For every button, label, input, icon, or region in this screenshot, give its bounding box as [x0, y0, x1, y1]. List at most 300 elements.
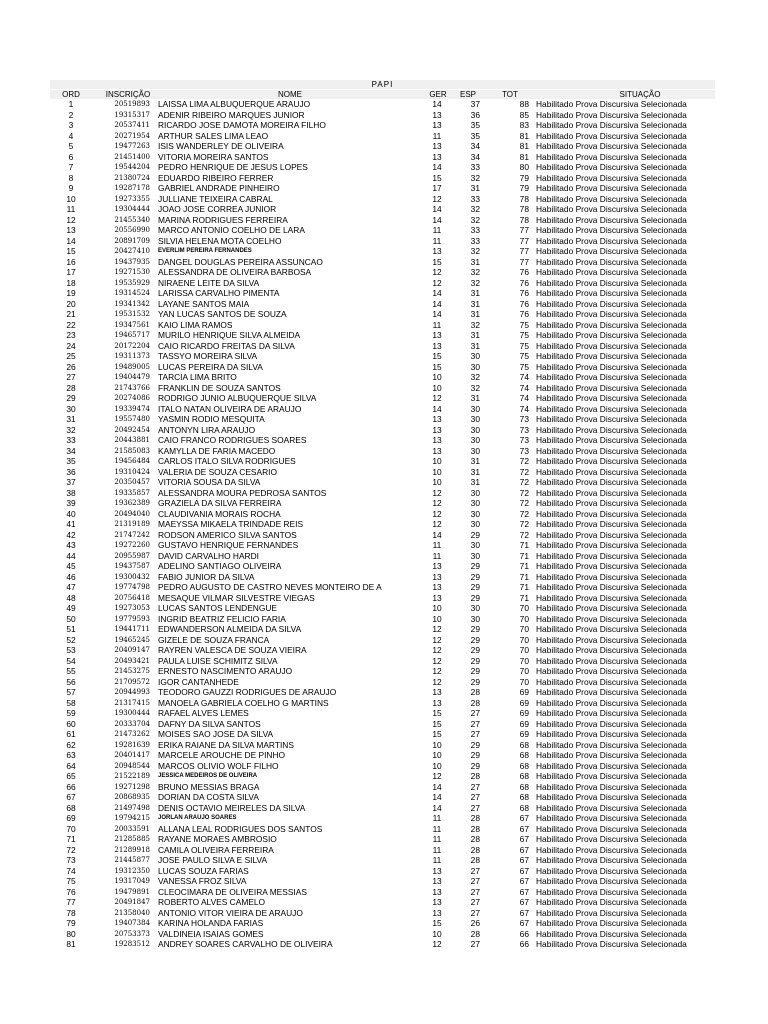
cell-nome: EDUARDO RIBEIRO FERRER	[158, 172, 274, 183]
cell-situacao: Habilitado Prova Discursiva Selecionada	[536, 897, 687, 907]
cell-inscricao: 19794215	[114, 814, 150, 822]
cell-ger: 14	[432, 309, 442, 319]
cell-inscricao: 20274086	[114, 394, 150, 402]
cell-ger: 10	[432, 928, 442, 939]
cell-esp: 37	[470, 99, 480, 109]
cell-situacao: Habilitado Prova Discursiva Selecionada	[536, 99, 687, 109]
cell-situacao: Habilitado Prova Discursiva Selecionada	[536, 435, 687, 445]
header-inscricao: INSCRIÇÃO	[105, 90, 151, 99]
cell-ger: 10	[432, 739, 442, 750]
cell-situacao: Habilitado Prova Discursiva Selecionada	[536, 865, 687, 876]
table-row	[50, 719, 715, 730]
cell-nome: TARCIA LIMA BRITO	[158, 372, 237, 382]
cell-situacao: Habilitado Prova Discursiva Selecionada	[536, 120, 687, 130]
cell-esp: 27	[470, 718, 480, 729]
cell-esp: 29	[470, 655, 480, 666]
cell-esp: 29	[470, 582, 480, 592]
cell-inscricao: 21497498	[114, 803, 150, 812]
cell-ger: 14	[432, 781, 442, 792]
cell-esp: 27	[470, 792, 480, 802]
cell-nome: SILVIA HELENA MOTA COELHO	[158, 235, 282, 246]
cell-nome: LUCAS SANTOS LENDENGUE	[158, 603, 277, 613]
cell-esp: 32	[470, 214, 480, 225]
cell-inscricao: 19271298	[114, 782, 150, 791]
cell-nome: EVERLIM PEREIRA FERNANDES	[158, 248, 252, 254]
cell-ord: 43	[66, 540, 76, 550]
cell-esp: 31	[470, 183, 480, 193]
cell-ord: 22	[66, 319, 76, 330]
cell-ger: 10	[432, 603, 442, 613]
cell-tot: 77	[519, 225, 529, 235]
cell-ord: 4	[68, 130, 74, 141]
cell-inscricao: 19479891	[114, 887, 150, 896]
cell-situacao: Habilitado Prova Discursiva Selecionada	[536, 330, 687, 340]
cell-situacao: Habilitado Prova Discursiva Selecionada	[536, 393, 687, 403]
cell-nome: VALERIA DE SOUZA CESARIO	[158, 466, 277, 477]
cell-esp: 30	[470, 498, 480, 508]
cell-ord: 75	[66, 876, 76, 886]
cell-ger: 11	[432, 823, 442, 834]
cell-nome: PEDRO AUGUSTO DE CASTRO NEVES MONTEIRO DE A	[158, 582, 382, 592]
cell-ord: 62	[66, 739, 76, 750]
cell-ord: 74	[66, 865, 76, 876]
cell-ger: 11	[432, 235, 442, 246]
cell-ord: 63	[66, 750, 76, 760]
cell-tot: 76	[519, 298, 529, 309]
cell-tot: 74	[519, 372, 529, 382]
cell-tot: 68	[519, 750, 529, 760]
cell-nome: MAEYSSA MIKAELA TRINDADE REIS	[158, 519, 304, 529]
cell-esp: 31	[470, 288, 480, 298]
table-row	[50, 803, 715, 814]
cell-nome: KARINA HOLANDA FARIAS	[158, 918, 264, 928]
cell-situacao: Habilitado Prova Discursiva Selecionada	[536, 750, 687, 760]
table-row	[50, 320, 715, 331]
cell-tot: 71	[519, 592, 529, 603]
cell-inscricao: 19544204	[114, 163, 150, 171]
cell-situacao: Habilitado Prova Discursiva Selecionada	[536, 319, 687, 330]
cell-situacao: Habilitado Prova Discursiva Selecionada	[536, 456, 687, 466]
cell-tot: 68	[519, 739, 529, 750]
cell-nome: FABIO JUNIOR DA SILVA	[158, 571, 255, 582]
table-row	[50, 99, 715, 110]
table-row	[50, 698, 715, 709]
cell-esp: 29	[470, 676, 480, 687]
cell-ord: 55	[66, 666, 76, 676]
cell-ord: 67	[66, 792, 76, 802]
cell-situacao: Habilitado Prova Discursiva Selecionada	[536, 372, 687, 382]
cell-esp: 30	[470, 424, 480, 435]
cell-ger: 12	[432, 267, 442, 277]
header-ord: ORD	[62, 90, 80, 99]
cell-inscricao: 19437935	[114, 257, 150, 266]
cell-esp: 28	[470, 928, 480, 939]
cell-situacao: Habilitado Prova Discursiva Selecionada	[536, 550, 687, 561]
cell-ger: 10	[432, 477, 442, 487]
cell-esp: 27	[470, 802, 480, 813]
cell-nome: JESSICA MEDEIROS DE OLIVEIRA	[158, 773, 258, 779]
cell-esp: 31	[470, 256, 480, 267]
cell-nome: GRAZIELA DA SILVA FERREIRA	[158, 498, 282, 508]
cell-situacao: Habilitado Prova Discursiva Selecionada	[536, 729, 687, 739]
cell-situacao: Habilitado Prova Discursiva Selecionada	[536, 267, 687, 277]
cell-esp: 29	[470, 592, 480, 603]
cell-tot: 73	[519, 435, 529, 445]
cell-ger: 11	[432, 319, 442, 330]
cell-esp: 28	[470, 844, 480, 855]
cell-ord: 79	[66, 918, 76, 928]
cell-nome: RAYREN VALESCA DE SOUZA VIEIRA	[158, 645, 307, 655]
cell-nome: DAVID CARVALHO HARDI	[158, 550, 259, 561]
cell-situacao: Habilitado Prova Discursiva Selecionada	[536, 519, 687, 529]
cell-nome: LUCAS PEREIRA DA SILVA	[158, 361, 263, 372]
cell-ord: 7	[68, 162, 74, 172]
cell-ord: 17	[66, 267, 76, 277]
cell-nome: ANTONYN LIRA ARAUJO	[158, 424, 256, 435]
cell-ord: 48	[66, 592, 76, 603]
cell-esp: 31	[470, 330, 480, 340]
cell-ord: 37	[66, 477, 76, 487]
cell-ord: 78	[66, 907, 76, 918]
cell-situacao: Habilitado Prova Discursiva Selecionada	[536, 130, 687, 141]
table-row	[50, 729, 715, 740]
cell-esp: 29	[470, 624, 480, 634]
cell-inscricao: 19300432	[114, 572, 150, 581]
cell-tot: 69	[519, 718, 529, 729]
cell-esp: 33	[470, 235, 480, 246]
table-row	[50, 194, 715, 205]
cell-nome: ADENIR RIBEIRO MARQUES JUNIOR	[158, 109, 305, 120]
cell-nome: DAFNY DA SILVA SANTOS	[158, 718, 261, 729]
cell-ord: 1	[68, 99, 74, 109]
cell-ord: 53	[66, 645, 76, 655]
cell-inscricao: 19341342	[114, 299, 150, 308]
cell-ger: 12	[432, 655, 442, 666]
cell-tot: 70	[519, 624, 529, 634]
cell-situacao: Habilitado Prova Discursiva Selecionada	[536, 414, 687, 424]
cell-inscricao: 21709572	[114, 677, 150, 686]
cell-inscricao: 20172204	[114, 341, 150, 350]
cell-ger: 11	[432, 834, 442, 844]
cell-esp: 30	[470, 603, 480, 613]
cell-esp: 32	[470, 372, 480, 382]
header-tot: TOT	[502, 90, 518, 99]
cell-ord: 27	[66, 372, 76, 382]
cell-ord: 21	[66, 309, 76, 319]
cell-nome: JULLIANE TEIXEIRA CABRAL	[158, 193, 273, 204]
cell-ord: 18	[66, 277, 76, 288]
cell-ger: 12	[432, 193, 442, 204]
cell-esp: 30	[470, 445, 480, 456]
cell-inscricao: 20033591	[114, 824, 150, 833]
table-row	[50, 467, 715, 478]
cell-situacao: Habilitado Prova Discursiva Selecionada	[536, 529, 687, 540]
cell-situacao: Habilitado Prova Discursiva Selecionada	[536, 498, 687, 508]
cell-tot: 79	[519, 183, 529, 193]
cell-situacao: Habilitado Prova Discursiva Selecionada	[536, 792, 687, 802]
cell-tot: 74	[519, 403, 529, 414]
cell-nome: JORLAN ARAUJO SOARES	[158, 815, 237, 821]
cell-tot: 81	[519, 141, 529, 151]
cell-tot: 81	[519, 151, 529, 162]
cell-ord: 24	[66, 340, 76, 351]
cell-nome: CAMILA OLIVEIRA FERREIRA	[158, 844, 274, 855]
cell-esp: 33	[470, 193, 480, 204]
cell-esp: 30	[470, 361, 480, 372]
cell-inscricao: 20556990	[114, 226, 150, 234]
cell-esp: 33	[470, 162, 480, 172]
cell-ord: 32	[66, 424, 76, 435]
cell-nome: ISIS WANDERLEY DE OLIVEIRA	[158, 141, 284, 151]
cell-ord: 36	[66, 466, 76, 477]
cell-esp: 30	[470, 414, 480, 424]
cell-tot: 71	[519, 540, 529, 550]
cell-tot: 85	[519, 109, 529, 120]
cell-nome: ARTHUR SALES LIMA LEAO	[158, 130, 269, 141]
cell-tot: 72	[519, 456, 529, 466]
table-row	[50, 813, 715, 824]
cell-ord: 56	[66, 676, 76, 687]
cell-tot: 69	[519, 697, 529, 708]
cell-inscricao: 19273053	[114, 604, 150, 612]
cell-esp: 31	[470, 298, 480, 309]
cell-inscricao: 19272260	[114, 541, 150, 549]
cell-inscricao: 19362389	[114, 499, 150, 507]
table-row	[50, 141, 715, 152]
table-row	[50, 488, 715, 499]
cell-nome: ROBERTO ALVES CAMELO	[158, 897, 266, 907]
cell-situacao: Habilitado Prova Discursiva Selecionada	[536, 834, 687, 844]
table-row	[50, 446, 715, 457]
cell-ord: 52	[66, 634, 76, 645]
cell-nome: DANGEL DOUGLAS PEREIRA ASSUNCAO	[158, 256, 323, 267]
cell-nome: TEODORO GAUZZI RODRIGUES DE ARAUJO	[158, 687, 337, 697]
table-row	[50, 456, 715, 467]
cell-esp: 30	[470, 550, 480, 561]
table-row	[50, 435, 715, 446]
cell-esp: 29	[470, 645, 480, 655]
cell-tot: 70	[519, 666, 529, 676]
cell-situacao: Habilitado Prova Discursiva Selecionada	[536, 939, 687, 949]
table-row	[50, 204, 715, 215]
cell-situacao: Habilitado Prova Discursiva Selecionada	[536, 183, 687, 193]
cell-nome: JOSE PAULO SILVA E SILVA	[158, 855, 268, 865]
cell-inscricao: 20756418	[114, 593, 150, 602]
cell-ord: 30	[66, 403, 76, 414]
cell-ord: 8	[68, 172, 74, 183]
cell-ger: 12	[432, 771, 442, 781]
cell-ger: 11	[432, 550, 442, 561]
cell-inscricao: 19407384	[114, 919, 150, 927]
cell-ger: 13	[432, 687, 442, 697]
header-nome: NOME	[278, 90, 302, 99]
table-row	[50, 362, 715, 373]
cell-tot: 76	[519, 309, 529, 319]
cell-tot: 72	[519, 498, 529, 508]
cell-nome: VITORIA MOREIRA SANTOS	[158, 151, 269, 162]
cell-ger: 13	[432, 865, 442, 876]
cell-ord: 13	[66, 225, 76, 235]
cell-ord: 12	[66, 214, 76, 225]
table-row	[50, 183, 715, 194]
cell-inscricao: 20944993	[114, 688, 150, 696]
cell-nome: GUSTAVO HENRIQUE FERNANDES	[158, 540, 299, 550]
cell-ger: 13	[432, 435, 442, 445]
cell-esp: 27	[470, 865, 480, 876]
cell-esp: 30	[470, 540, 480, 550]
cell-situacao: Habilitado Prova Discursiva Selecionada	[536, 214, 687, 225]
table-row	[50, 708, 715, 719]
cell-situacao: Habilitado Prova Discursiva Selecionada	[536, 382, 687, 393]
cell-nome: ALESSANDRA DE OLIVEIRA BARBOSA	[158, 267, 312, 277]
cell-situacao: Habilitado Prova Discursiva Selecionada	[536, 592, 687, 603]
cell-nome: GABRIEL ANDRADE PINHEIRO	[158, 183, 280, 193]
cell-esp: 30	[470, 435, 480, 445]
cell-situacao: Habilitado Prova Discursiva Selecionada	[536, 277, 687, 288]
cell-tot: 70	[519, 676, 529, 687]
cell-situacao: Habilitado Prova Discursiva Selecionada	[536, 141, 687, 151]
cell-inscricao: 19314524	[114, 289, 150, 297]
cell-ger: 12	[432, 634, 442, 645]
table-row	[50, 929, 715, 940]
cell-nome: PAULA LUISE SCHIMITZ SILVA	[158, 655, 278, 666]
cell-ger: 11	[432, 813, 442, 823]
cell-inscricao: 19283512	[114, 940, 150, 948]
cell-situacao: Habilitado Prova Discursiva Selecionada	[536, 151, 687, 162]
table-row	[50, 414, 715, 425]
cell-tot: 74	[519, 382, 529, 393]
cell-ger: 13	[432, 424, 442, 435]
cell-esp: 29	[470, 529, 480, 540]
cell-situacao: Habilitado Prova Discursiva Selecionada	[536, 739, 687, 750]
cell-ger: 11	[432, 130, 442, 141]
cell-ord: 28	[66, 382, 76, 393]
cell-nome: LAISSA LIMA ALBUQUERQUE ARAUJO	[158, 99, 311, 109]
cell-ger: 13	[432, 330, 442, 340]
cell-inscricao: 20350457	[114, 478, 150, 486]
cell-tot: 70	[519, 613, 529, 624]
cell-inscricao: 19310424	[114, 467, 150, 476]
cell-nome: MARCO ANTONIO COELHO DE LARA	[158, 225, 305, 235]
cell-ord: 44	[66, 550, 76, 561]
cell-inscricao: 19531532	[114, 310, 150, 318]
cell-esp: 28	[470, 834, 480, 844]
cell-ger: 13	[432, 876, 442, 886]
cell-esp: 32	[470, 382, 480, 393]
table-row	[50, 257, 715, 268]
cell-esp: 28	[470, 697, 480, 708]
cell-esp: 32	[470, 277, 480, 288]
table-row	[50, 299, 715, 310]
cell-ger: 13	[432, 592, 442, 603]
cell-situacao: Habilitado Prova Discursiva Selecionada	[536, 508, 687, 519]
cell-tot: 67	[519, 855, 529, 865]
cell-ord: 6	[68, 151, 74, 162]
cell-situacao: Habilitado Prova Discursiva Selecionada	[536, 907, 687, 918]
cell-inscricao: 19300444	[114, 709, 150, 717]
cell-nome: VALDINEIA ISAIAS GOMES	[158, 928, 264, 939]
cell-ger: 11	[432, 225, 442, 235]
cell-tot: 72	[519, 466, 529, 477]
cell-inscricao: 20271954	[114, 131, 150, 140]
cell-ger: 14	[432, 99, 442, 109]
cell-inscricao: 20333704	[114, 719, 150, 728]
cell-situacao: Habilitado Prova Discursiva Selecionada	[536, 781, 687, 792]
table-row	[50, 677, 715, 688]
cell-esp: 32	[470, 204, 480, 214]
table-row	[50, 215, 715, 226]
cell-situacao: Habilitado Prova Discursiva Selecionada	[536, 697, 687, 708]
table-row	[50, 509, 715, 520]
cell-ger: 12	[432, 277, 442, 288]
cell-ord: 65	[66, 771, 76, 781]
cell-esp: 31	[470, 393, 480, 403]
cell-ord: 45	[66, 561, 76, 571]
cell-esp: 30	[470, 613, 480, 624]
cell-tot: 67	[519, 918, 529, 928]
cell-ger: 13	[432, 697, 442, 708]
cell-ger: 12	[432, 508, 442, 519]
cell-esp: 29	[470, 666, 480, 676]
cell-situacao: Habilitado Prova Discursiva Selecionada	[536, 193, 687, 204]
cell-tot: 72	[519, 519, 529, 529]
table-row	[50, 656, 715, 667]
cell-situacao: Habilitado Prova Discursiva Selecionada	[536, 676, 687, 687]
cell-inscricao: 21743766	[114, 383, 150, 392]
cell-situacao: Habilitado Prova Discursiva Selecionada	[536, 466, 687, 477]
cell-tot: 67	[519, 823, 529, 834]
table-row	[50, 603, 715, 614]
cell-situacao: Habilitado Prova Discursiva Selecionada	[536, 298, 687, 309]
cell-inscricao: 19287178	[114, 184, 150, 192]
cell-tot: 68	[519, 771, 529, 781]
cell-ger: 15	[432, 351, 442, 361]
cell-nome: ITALO NATAN OLIVEIRA DE ARAUJO	[158, 403, 302, 414]
cell-tot: 75	[519, 351, 529, 361]
cell-ger: 10	[432, 466, 442, 477]
cell-inscricao: 19311373	[114, 352, 150, 360]
cell-situacao: Habilitado Prova Discursiva Selecionada	[536, 771, 687, 781]
cell-ord: 10	[66, 193, 76, 204]
cell-inscricao: 21317415	[114, 698, 150, 707]
cell-ger: 15	[432, 718, 442, 729]
cell-nome: ERNESTO NASCIMENTO ARAUJO	[158, 666, 293, 676]
table-row	[50, 834, 715, 845]
cell-esp: 28	[470, 813, 480, 823]
cell-inscricao: 21522189	[114, 772, 150, 780]
cell-situacao: Habilitado Prova Discursiva Selecionada	[536, 424, 687, 435]
cell-inscricao: 20494040	[114, 509, 150, 518]
cell-inscricao: 19335857	[114, 488, 150, 497]
table-row	[50, 120, 715, 131]
cell-tot: 70	[519, 655, 529, 666]
cell-tot: 75	[519, 361, 529, 372]
cell-situacao: Habilitado Prova Discursiva Selecionada	[536, 855, 687, 865]
cell-inscricao: 19477263	[114, 142, 150, 150]
cell-inscricao: 21473262	[114, 730, 150, 738]
cell-ord: 11	[66, 204, 76, 214]
cell-ger: 15	[432, 256, 442, 267]
cell-nome: FRANKLIN DE SOUZA SANTOS	[158, 382, 281, 393]
cell-tot: 71	[519, 571, 529, 582]
cell-situacao: Habilitado Prova Discursiva Selecionada	[536, 813, 687, 823]
table-row	[50, 341, 715, 352]
cell-ord: 41	[66, 519, 76, 529]
cell-situacao: Habilitado Prova Discursiva Selecionada	[536, 886, 687, 897]
cell-nome: ANDREY SOARES CARVALHO DE OLIVEIRA	[158, 939, 333, 949]
cell-situacao: Habilitado Prova Discursiva Selecionada	[536, 708, 687, 718]
cell-inscricao: 21453275	[114, 667, 150, 675]
